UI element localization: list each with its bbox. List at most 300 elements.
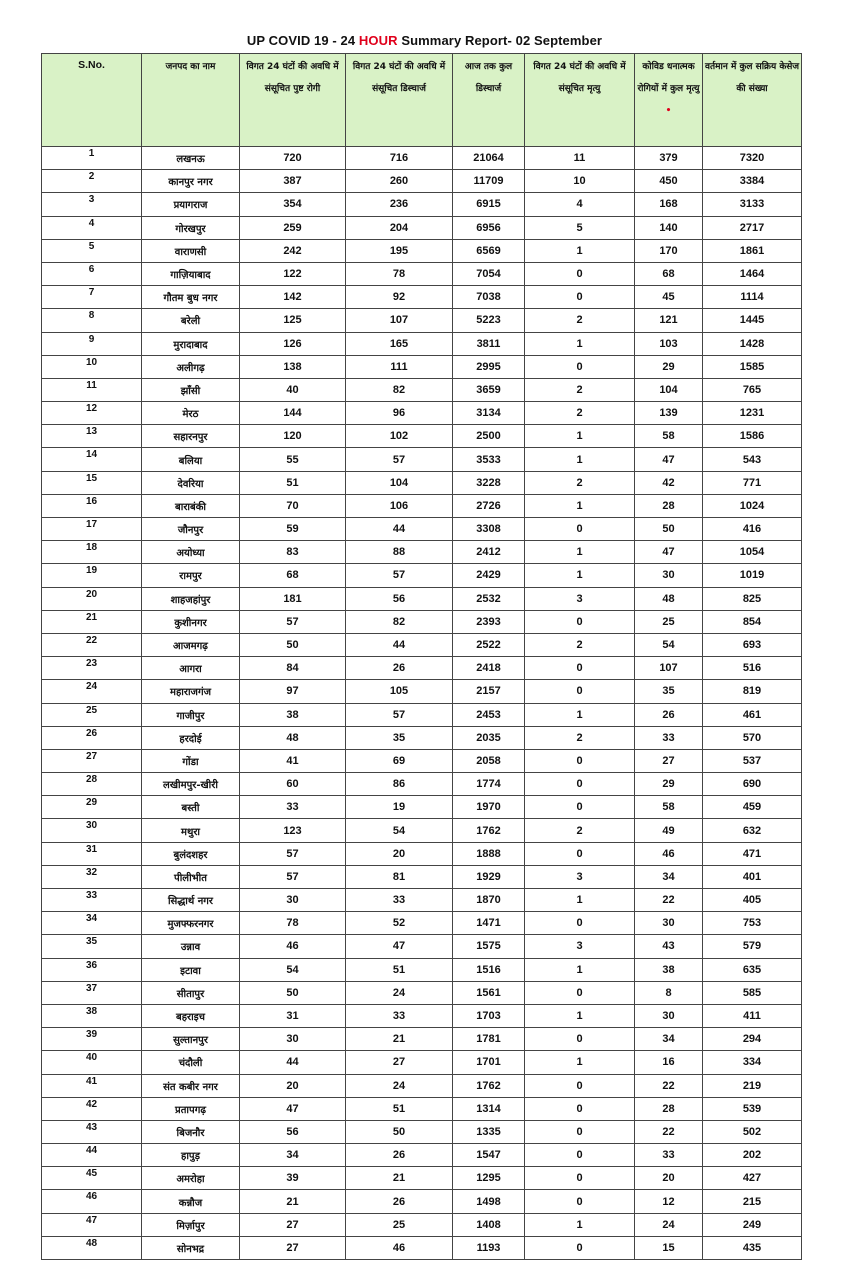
cell-new-cases: 40 [240, 378, 346, 401]
cell-new-cases: 27 [240, 1213, 346, 1236]
cell-deaths-24h: 0 [525, 912, 635, 935]
cell-total-deaths: 47 [635, 541, 703, 564]
cell-new-cases: 78 [240, 912, 346, 935]
table-row [42, 657, 802, 680]
header-sno: S.No. [42, 54, 142, 147]
cell-new-cases: 354 [240, 193, 346, 216]
table-row [42, 1028, 802, 1051]
cell-total-deaths: 22 [635, 889, 703, 912]
title-prefix: UP COVID 19 - 24 [246, 33, 359, 48]
cell-total-discharged: 2453 [453, 703, 525, 726]
cell-district: आजमगढ़ [142, 633, 240, 656]
cell-total-discharged: 3533 [453, 448, 525, 471]
cell-total-discharged: 6956 [453, 216, 525, 239]
cell-total-deaths: 450 [635, 170, 703, 193]
cell-deaths-24h: 0 [525, 773, 635, 796]
header-discharged-24h: विगत 24 घंटों की अवधि में संसूचित डिस्चार्ज [346, 54, 453, 147]
cell-active-cases: 416 [703, 518, 802, 541]
table-row [42, 773, 802, 796]
cell-new-cases: 33 [240, 796, 346, 819]
cell-total-discharged: 2522 [453, 633, 525, 656]
cell-district: कानपुर नगर [142, 170, 240, 193]
table-row [42, 703, 802, 726]
cell-deaths-24h: 4 [525, 193, 635, 216]
cell-discharged-24h: 82 [346, 378, 453, 401]
cell-deaths-24h: 0 [525, 1074, 635, 1097]
cell-sno: 12 [42, 402, 142, 425]
cell-deaths-24h: 1 [525, 541, 635, 564]
cell-active-cases: 1231 [703, 402, 802, 425]
cell-discharged-24h: 21 [346, 1167, 453, 1190]
cell-new-cases: 144 [240, 402, 346, 425]
cell-active-cases: 635 [703, 958, 802, 981]
cell-new-cases: 38 [240, 703, 346, 726]
cell-total-discharged: 2058 [453, 749, 525, 772]
cell-discharged-24h: 111 [346, 355, 453, 378]
cell-total-deaths: 8 [635, 981, 703, 1004]
cell-discharged-24h: 35 [346, 726, 453, 749]
cell-district: बाराबंकी [142, 494, 240, 517]
cell-new-cases: 44 [240, 1051, 346, 1074]
cell-active-cases: 1464 [703, 262, 802, 285]
cell-deaths-24h: 1 [525, 239, 635, 262]
cell-discharged-24h: 88 [346, 541, 453, 564]
cell-sno: 25 [42, 703, 142, 726]
cell-new-cases: 720 [240, 147, 346, 170]
cell-deaths-24h: 0 [525, 842, 635, 865]
cell-total-discharged: 6915 [453, 193, 525, 216]
cell-new-cases: 259 [240, 216, 346, 239]
cell-active-cases: 1114 [703, 286, 802, 309]
cell-active-cases: 459 [703, 796, 802, 819]
cell-district: आगरा [142, 657, 240, 680]
cell-discharged-24h: 106 [346, 494, 453, 517]
cell-discharged-24h: 57 [346, 448, 453, 471]
cell-discharged-24h: 107 [346, 309, 453, 332]
table-row [42, 633, 802, 656]
cell-new-cases: 54 [240, 958, 346, 981]
cell-deaths-24h: 1 [525, 1213, 635, 1236]
cell-sno: 14 [42, 448, 142, 471]
cell-discharged-24h: 25 [346, 1213, 453, 1236]
cell-discharged-24h: 26 [346, 657, 453, 680]
cell-total-deaths: 170 [635, 239, 703, 262]
cell-active-cases: 854 [703, 610, 802, 633]
cell-total-deaths: 58 [635, 425, 703, 448]
cell-discharged-24h: 57 [346, 564, 453, 587]
cell-active-cases: 502 [703, 1120, 802, 1143]
cell-sno: 11 [42, 378, 142, 401]
cell-district: सिद्धार्थ नगर [142, 889, 240, 912]
cell-district: मथुरा [142, 819, 240, 842]
cell-active-cases: 427 [703, 1167, 802, 1190]
cell-total-discharged: 2995 [453, 355, 525, 378]
cell-active-cases: 202 [703, 1144, 802, 1167]
cell-total-deaths: 30 [635, 564, 703, 587]
cell-new-cases: 181 [240, 587, 346, 610]
cell-total-discharged: 1781 [453, 1028, 525, 1051]
cell-deaths-24h: 3 [525, 587, 635, 610]
table-row [42, 1236, 802, 1259]
cell-district: बरेली [142, 309, 240, 332]
header-row [42, 54, 802, 147]
cell-total-deaths: 35 [635, 680, 703, 703]
cell-discharged-24h: 81 [346, 865, 453, 888]
cell-sno: 28 [42, 773, 142, 796]
cell-new-cases: 50 [240, 633, 346, 656]
cell-deaths-24h: 2 [525, 402, 635, 425]
cell-deaths-24h: 0 [525, 657, 635, 680]
cell-sno: 13 [42, 425, 142, 448]
cell-sno: 31 [42, 842, 142, 865]
cell-discharged-24h: 56 [346, 587, 453, 610]
cell-total-deaths: 38 [635, 958, 703, 981]
cell-active-cases: 219 [703, 1074, 802, 1097]
cell-deaths-24h: 1 [525, 425, 635, 448]
table-row [42, 912, 802, 935]
cell-district: गौतम बुध नगर [142, 286, 240, 309]
cell-deaths-24h: 11 [525, 147, 635, 170]
cell-deaths-24h: 0 [525, 610, 635, 633]
header-deaths-24h: विगत 24 घंटों की अवधि में संसूचित मृत्यु [525, 54, 635, 147]
cell-discharged-24h: 24 [346, 981, 453, 1004]
cell-district: कन्नौज [142, 1190, 240, 1213]
cell-deaths-24h: 2 [525, 471, 635, 494]
cell-active-cases: 471 [703, 842, 802, 865]
cell-total-deaths: 34 [635, 1028, 703, 1051]
cell-deaths-24h: 0 [525, 1190, 635, 1213]
cell-discharged-24h: 26 [346, 1190, 453, 1213]
table-row [42, 726, 802, 749]
cell-discharged-24h: 33 [346, 1004, 453, 1027]
cell-new-cases: 60 [240, 773, 346, 796]
cell-deaths-24h: 1 [525, 332, 635, 355]
cell-discharged-24h: 44 [346, 633, 453, 656]
cell-total-discharged: 1471 [453, 912, 525, 935]
cell-district: बहराइच [142, 1004, 240, 1027]
cell-total-discharged: 11709 [453, 170, 525, 193]
cell-sno: 9 [42, 332, 142, 355]
cell-discharged-24h: 20 [346, 842, 453, 865]
cell-district: महाराजगंज [142, 680, 240, 703]
cell-active-cases: 405 [703, 889, 802, 912]
cell-total-discharged: 3659 [453, 378, 525, 401]
cell-deaths-24h: 0 [525, 1120, 635, 1143]
cell-discharged-24h: 236 [346, 193, 453, 216]
cell-discharged-24h: 204 [346, 216, 453, 239]
cell-sno: 29 [42, 796, 142, 819]
table-row [42, 147, 802, 170]
cell-total-deaths: 68 [635, 262, 703, 285]
cell-total-deaths: 47 [635, 448, 703, 471]
cell-sno: 37 [42, 981, 142, 1004]
cell-sno: 46 [42, 1190, 142, 1213]
cell-deaths-24h: 1 [525, 1004, 635, 1027]
cell-sno: 8 [42, 309, 142, 332]
cell-sno: 43 [42, 1120, 142, 1143]
table-row [42, 1004, 802, 1027]
cell-total-deaths: 28 [635, 1097, 703, 1120]
cell-total-discharged: 1516 [453, 958, 525, 981]
cell-total-discharged: 1929 [453, 865, 525, 888]
cell-discharged-24h: 54 [346, 819, 453, 842]
cell-deaths-24h: 1 [525, 448, 635, 471]
cell-deaths-24h: 10 [525, 170, 635, 193]
cell-total-discharged: 1193 [453, 1236, 525, 1259]
cell-total-deaths: 104 [635, 378, 703, 401]
table-row [42, 935, 802, 958]
cell-total-discharged: 1335 [453, 1120, 525, 1143]
cell-sno: 35 [42, 935, 142, 958]
cell-discharged-24h: 195 [346, 239, 453, 262]
cell-sno: 27 [42, 749, 142, 772]
cell-discharged-24h: 102 [346, 425, 453, 448]
table-row [42, 170, 802, 193]
cell-total-deaths: 168 [635, 193, 703, 216]
cell-total-discharged: 2035 [453, 726, 525, 749]
cell-total-discharged: 1870 [453, 889, 525, 912]
cell-sno: 5 [42, 239, 142, 262]
cell-discharged-24h: 44 [346, 518, 453, 541]
cell-total-discharged: 2500 [453, 425, 525, 448]
cell-sno: 20 [42, 587, 142, 610]
table-row [42, 1097, 802, 1120]
cell-total-discharged: 1970 [453, 796, 525, 819]
cell-deaths-24h: 2 [525, 309, 635, 332]
cell-sno: 17 [42, 518, 142, 541]
cell-active-cases: 516 [703, 657, 802, 680]
cell-discharged-24h: 82 [346, 610, 453, 633]
table-row [42, 1074, 802, 1097]
cell-discharged-24h: 260 [346, 170, 453, 193]
cell-total-deaths: 33 [635, 1144, 703, 1167]
cell-sno: 1 [42, 147, 142, 170]
cell-district: शाहजहांपुर [142, 587, 240, 610]
table-row [42, 1167, 802, 1190]
table-row [42, 1213, 802, 1236]
table-row [42, 262, 802, 285]
cell-district: संत कबीर नगर [142, 1074, 240, 1097]
cell-active-cases: 1586 [703, 425, 802, 448]
cell-new-cases: 125 [240, 309, 346, 332]
cell-district: हरदोई [142, 726, 240, 749]
cell-total-deaths: 34 [635, 865, 703, 888]
cell-district: गोंडा [142, 749, 240, 772]
cell-total-deaths: 54 [635, 633, 703, 656]
cell-deaths-24h: 5 [525, 216, 635, 239]
table-row [42, 819, 802, 842]
cell-sno: 2 [42, 170, 142, 193]
cell-deaths-24h: 0 [525, 518, 635, 541]
cell-active-cases: 401 [703, 865, 802, 888]
cell-new-cases: 41 [240, 749, 346, 772]
cell-total-discharged: 1703 [453, 1004, 525, 1027]
cell-sno: 6 [42, 262, 142, 285]
table-row [42, 1190, 802, 1213]
cell-new-cases: 30 [240, 1028, 346, 1051]
cell-active-cases: 461 [703, 703, 802, 726]
cell-district: गाजीपुर [142, 703, 240, 726]
cell-active-cases: 3384 [703, 170, 802, 193]
cell-active-cases: 7320 [703, 147, 802, 170]
cell-active-cases: 2717 [703, 216, 802, 239]
cell-active-cases: 1024 [703, 494, 802, 517]
cell-district: हापुड़ [142, 1144, 240, 1167]
cell-sno: 18 [42, 541, 142, 564]
cell-total-deaths: 22 [635, 1120, 703, 1143]
table-row [42, 842, 802, 865]
cell-new-cases: 387 [240, 170, 346, 193]
cell-total-discharged: 1762 [453, 819, 525, 842]
cell-sno: 48 [42, 1236, 142, 1259]
header-total-discharged: आज तक कुल डिस्चार्ज [453, 54, 525, 147]
cell-deaths-24h: 2 [525, 726, 635, 749]
table-row [42, 889, 802, 912]
table-row [42, 355, 802, 378]
cell-sno: 21 [42, 610, 142, 633]
cell-sno: 7 [42, 286, 142, 309]
cell-discharged-24h: 69 [346, 749, 453, 772]
cell-deaths-24h: 2 [525, 378, 635, 401]
cell-new-cases: 84 [240, 657, 346, 680]
title-suffix: Summary Report- 02 September [397, 33, 603, 48]
cell-total-deaths: 43 [635, 935, 703, 958]
cell-district: पीलीभीत [142, 865, 240, 888]
cell-district: गोरखपुर [142, 216, 240, 239]
cell-district: इटावा [142, 958, 240, 981]
cell-total-discharged: 1701 [453, 1051, 525, 1074]
cell-district: मुजफ्फरनगर [142, 912, 240, 935]
cell-sno: 34 [42, 912, 142, 935]
cell-district: देवरिया [142, 471, 240, 494]
table-row [42, 332, 802, 355]
cell-sno: 30 [42, 819, 142, 842]
cell-active-cases: 570 [703, 726, 802, 749]
cell-district: चंदौली [142, 1051, 240, 1074]
cell-deaths-24h: 2 [525, 633, 635, 656]
cell-deaths-24h: 1 [525, 703, 635, 726]
cell-new-cases: 55 [240, 448, 346, 471]
cell-new-cases: 27 [240, 1236, 346, 1259]
cell-new-cases: 46 [240, 935, 346, 958]
cell-active-cases: 825 [703, 587, 802, 610]
cell-new-cases: 56 [240, 1120, 346, 1143]
cell-sno: 45 [42, 1167, 142, 1190]
cell-total-deaths: 25 [635, 610, 703, 633]
table-row [42, 1144, 802, 1167]
cell-active-cases: 435 [703, 1236, 802, 1259]
cell-total-deaths: 30 [635, 1004, 703, 1027]
table-row [42, 796, 802, 819]
cell-total-discharged: 6569 [453, 239, 525, 262]
cell-deaths-24h: 1 [525, 889, 635, 912]
cell-active-cases: 539 [703, 1097, 802, 1120]
table-row [42, 865, 802, 888]
table-body [42, 147, 802, 1260]
cell-discharged-24h: 86 [346, 773, 453, 796]
cell-total-discharged: 5223 [453, 309, 525, 332]
cell-sno: 36 [42, 958, 142, 981]
cell-new-cases: 70 [240, 494, 346, 517]
cell-district: उन्नाव [142, 935, 240, 958]
cell-discharged-24h: 24 [346, 1074, 453, 1097]
cell-sno: 19 [42, 564, 142, 587]
cell-deaths-24h: 1 [525, 958, 635, 981]
table-row [42, 378, 802, 401]
header-marker-dot: • [665, 106, 672, 116]
cell-total-discharged: 1561 [453, 981, 525, 1004]
cell-new-cases: 51 [240, 471, 346, 494]
header-active-cases: वर्तमान में कुल सक्रिय केसेज की संख्या [703, 54, 802, 147]
cell-total-discharged: 1408 [453, 1213, 525, 1236]
cell-total-deaths: 29 [635, 773, 703, 796]
cell-district: बलिया [142, 448, 240, 471]
table-row [42, 193, 802, 216]
cell-total-discharged: 2726 [453, 494, 525, 517]
cell-total-deaths: 16 [635, 1051, 703, 1074]
cell-total-discharged: 7038 [453, 286, 525, 309]
cell-total-deaths: 29 [635, 355, 703, 378]
cell-sno: 23 [42, 657, 142, 680]
table-row [42, 587, 802, 610]
cell-total-discharged: 2412 [453, 541, 525, 564]
cell-district: अमरोहा [142, 1167, 240, 1190]
cell-total-deaths: 27 [635, 749, 703, 772]
table-row [42, 448, 802, 471]
cell-active-cases: 632 [703, 819, 802, 842]
cell-discharged-24h: 33 [346, 889, 453, 912]
cell-active-cases: 585 [703, 981, 802, 1004]
cell-district: मिर्ज़ापुर [142, 1213, 240, 1236]
cell-total-discharged: 1498 [453, 1190, 525, 1213]
cell-discharged-24h: 96 [346, 402, 453, 425]
cell-total-deaths: 379 [635, 147, 703, 170]
cell-district: वाराणसी [142, 239, 240, 262]
cell-total-discharged: 1888 [453, 842, 525, 865]
cell-deaths-24h: 0 [525, 1236, 635, 1259]
cell-district: लखीमपुर-खीरी [142, 773, 240, 796]
cell-deaths-24h: 0 [525, 796, 635, 819]
cell-new-cases: 83 [240, 541, 346, 564]
table-row [42, 1120, 802, 1143]
cell-sno: 4 [42, 216, 142, 239]
cell-new-cases: 120 [240, 425, 346, 448]
cell-district: प्रतापगढ़ [142, 1097, 240, 1120]
table-row [42, 610, 802, 633]
cell-new-cases: 30 [240, 889, 346, 912]
cell-total-deaths: 121 [635, 309, 703, 332]
cell-discharged-24h: 19 [346, 796, 453, 819]
cell-total-deaths: 26 [635, 703, 703, 726]
cell-discharged-24h: 50 [346, 1120, 453, 1143]
cell-discharged-24h: 716 [346, 147, 453, 170]
cell-new-cases: 126 [240, 332, 346, 355]
cell-deaths-24h: 0 [525, 262, 635, 285]
cell-active-cases: 411 [703, 1004, 802, 1027]
cell-new-cases: 138 [240, 355, 346, 378]
header-total-deaths-label: कोविड धनात्मक रोगियों में कुल मृत्यु [637, 62, 700, 94]
cell-active-cases: 1019 [703, 564, 802, 587]
cell-total-deaths: 28 [635, 494, 703, 517]
cell-total-discharged: 2393 [453, 610, 525, 633]
cell-new-cases: 39 [240, 1167, 346, 1190]
cell-total-discharged: 1575 [453, 935, 525, 958]
cell-sno: 38 [42, 1004, 142, 1027]
cell-sno: 39 [42, 1028, 142, 1051]
report-title [0, 33, 849, 48]
header-total-deaths [635, 54, 703, 147]
table-row [42, 494, 802, 517]
